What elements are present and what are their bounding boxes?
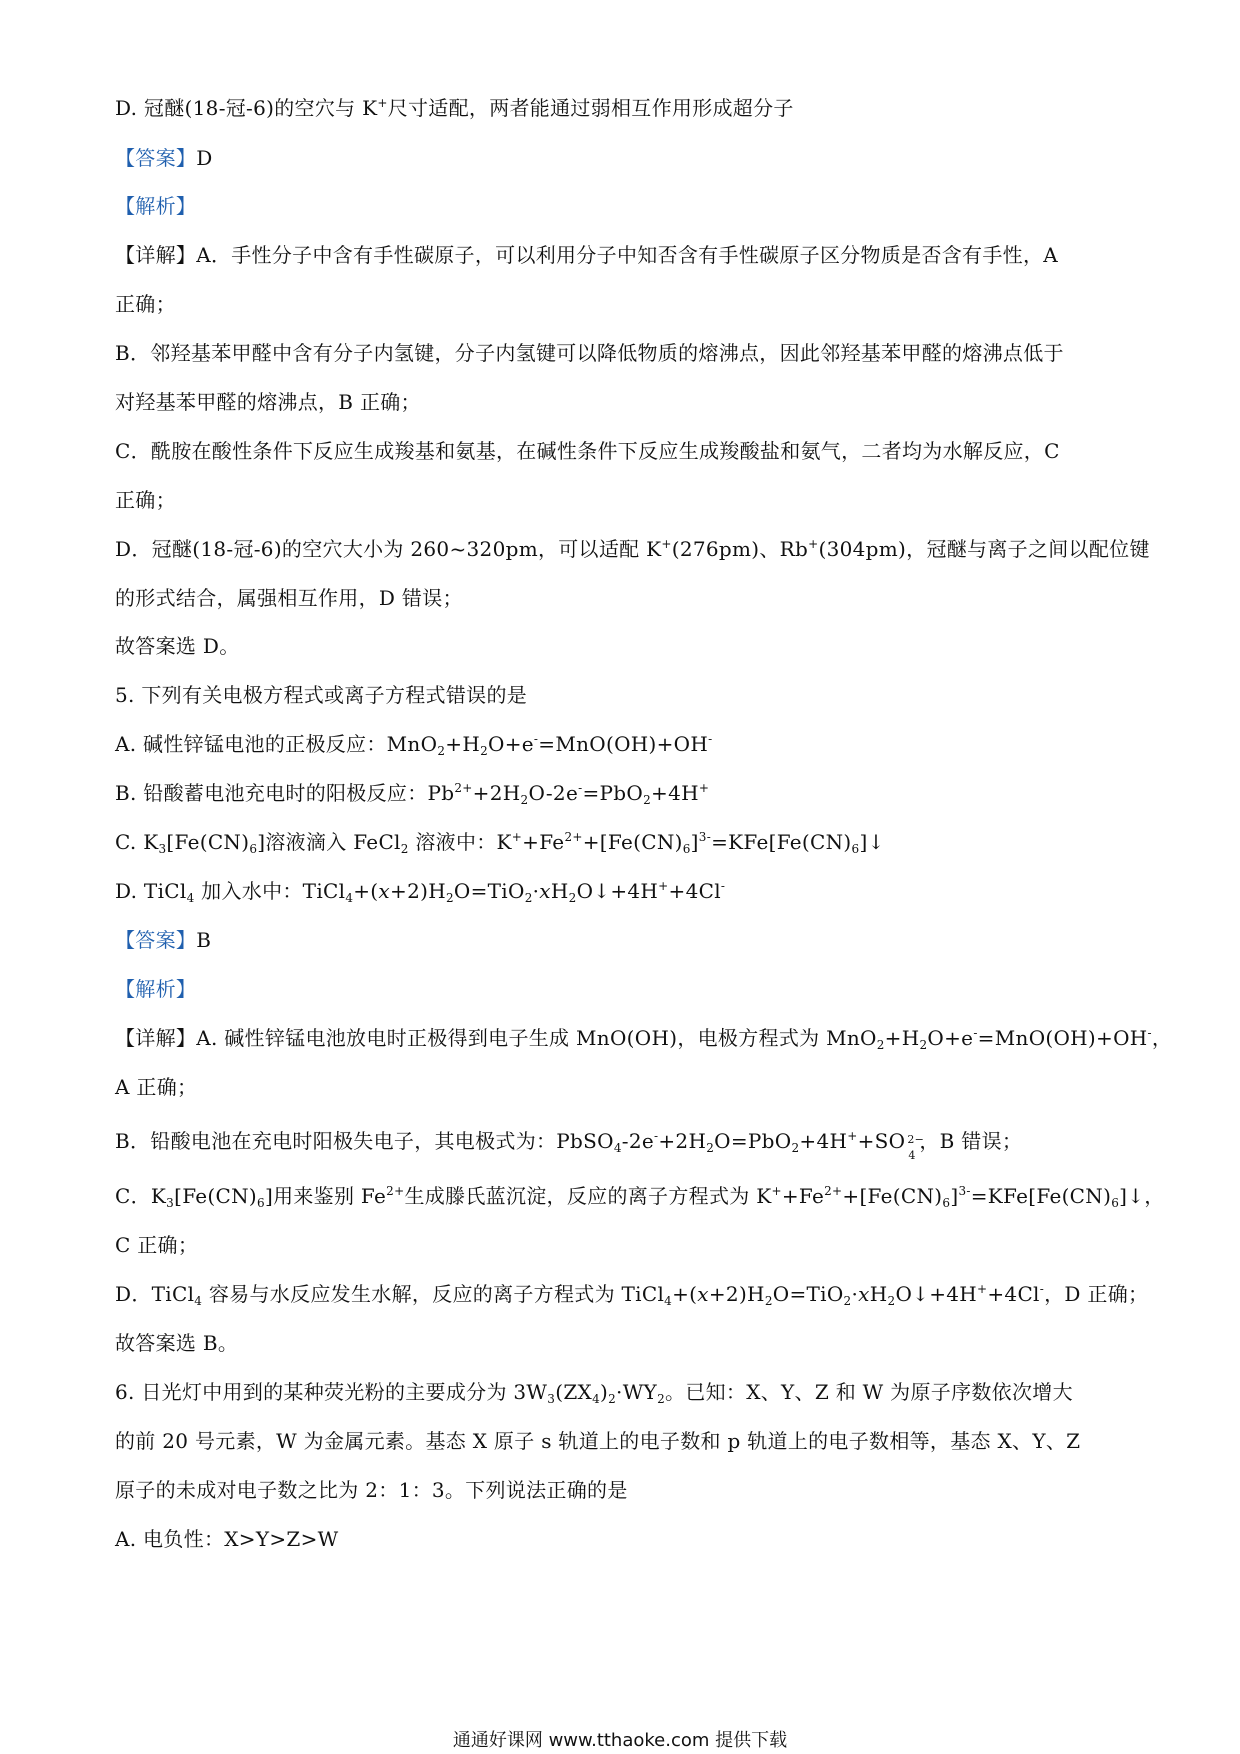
text-line: 5. 下列有关电极方程式或离子方程式错误的是 <box>115 683 528 707</box>
text-line: C. $K_3[Fe(CN)_6]$溶液滴入 FeCl$_2$ 溶液中：$K^++Fe^{2+}+[Fe(CN)_6]^{3-}=KFe[Fe(CN)_6]↓$ <box>115 830 885 856</box>
text-line: 【答案】B <box>115 928 212 952</box>
text-line: D．冠醚(18-冠-6)的空穴大小为 260~320pm，可以适配 K+(276pm)、Rb+(304pm)，冠醚与离子之间以配位键 <box>115 537 1150 561</box>
text-line: 6. 日光灯中用到的某种荧光粉的主要成分为 $3W_3(ZX_4)_2\cdot WY_2$。已知：X、Y、Z 和 W 为原子序数依次增大 <box>115 1380 1073 1406</box>
text-line: B．邻羟基苯甲醛中含有分子内氢键，分子内氢键可以降低物质的熔沸点，因此邻羟基苯甲醛的熔沸点低于 <box>115 341 1064 365</box>
text-line: 对羟基苯甲醛的熔沸点，B 正确； <box>115 390 421 414</box>
text-line: C 正确； <box>115 1233 199 1257</box>
text-line: B. 铅酸蓄电池充电时的阳极反应：$Pb^{2+}+2H_2O-2e^-=PbO_2+4H^+$ <box>115 781 710 807</box>
text-line: A 正确； <box>115 1075 198 1099</box>
text-line: 【解析】 <box>115 194 197 218</box>
text-line: 正确； <box>115 292 176 316</box>
text-line: 故答案选 D。 <box>115 634 240 658</box>
text-line: 原子的未成对电子数之比为 2：1：3。下列说法正确的是 <box>115 1478 628 1502</box>
text-line: A. 碱性锌锰电池的正极反应：$MnO_2+H_2O+e^-=MnO(OH)+OH^-$ <box>115 732 713 758</box>
text-line: C．酰胺在酸性条件下反应生成羧基和氨基，在碱性条件下反应生成羧酸盐和氨气，二者均为水解反应，C <box>115 439 1060 463</box>
text-line: D. TiCl$_4$ 加入水中：$TiCl_4+(x+2)H_2O=TiO_2\cdot xH_2O↓+4H^++4Cl^-$ <box>115 879 726 905</box>
text-line: 的形式结合，属强相互作用，D 错误； <box>115 586 463 610</box>
text-line: 正确； <box>115 488 176 512</box>
text-line: 【答案】D <box>115 146 213 170</box>
text-line: 故答案选 B。 <box>115 1331 239 1355</box>
text-line: 【详解】A．手性分子中含有手性碳原子，可以利用分子中知否含有手性碳原子区分物质是否含有手性，A <box>115 243 1058 267</box>
text-line: 【解析】 <box>115 977 197 1001</box>
text-line: C．$K_3[Fe(CN)_6]$用来鉴别 $Fe^{2+}$生成滕氏蓝沉淀，反应的离子方程式为 $K^++Fe^{2+}+[Fe(CN)_6]^{3-}=KFe[Fe(CN)_6]↓$， <box>115 1184 1165 1210</box>
text-line: 的前 20 号元素，W 为金属元素。基态 X 原子 s 轨道上的电子数和 p 轨道上的电子数相等，基态 X、Y、Z <box>115 1429 1081 1453</box>
text-line: D. 冠醚(18-冠-6)的空穴与 K+尺寸适配，两者能通过弱相互作用形成超分子 <box>115 96 794 120</box>
text-line: D．TiCl$_4$ 容易与水反应发生水解，反应的离子方程式为 $TiCl_4+(x+2)H_2O=TiO_2\cdot xH_2O↓+4H^++4Cl^-$，D 正确； <box>115 1282 1149 1308</box>
footer-text: 通通好课网 www.tthaoke.com 提供下载 <box>452 1730 788 1751</box>
text-line: A. 电负性：X>Y>Z>W <box>115 1527 339 1551</box>
text-line: B．铅酸电池在充电时阳极失电子，其电极式为：$PbSO_4-2e^-+2H_2O=PbO_2+4H^++SO$ 2− 4 ，B 错误； <box>115 1129 1023 1162</box>
text-line: 【详解】A. 碱性锌锰电池放电时正极得到电子生成 MnO(OH)，电极方程式为 $MnO_2+H_2O+e^-=MnO(OH)+OH^-$， <box>115 1026 1173 1052</box>
